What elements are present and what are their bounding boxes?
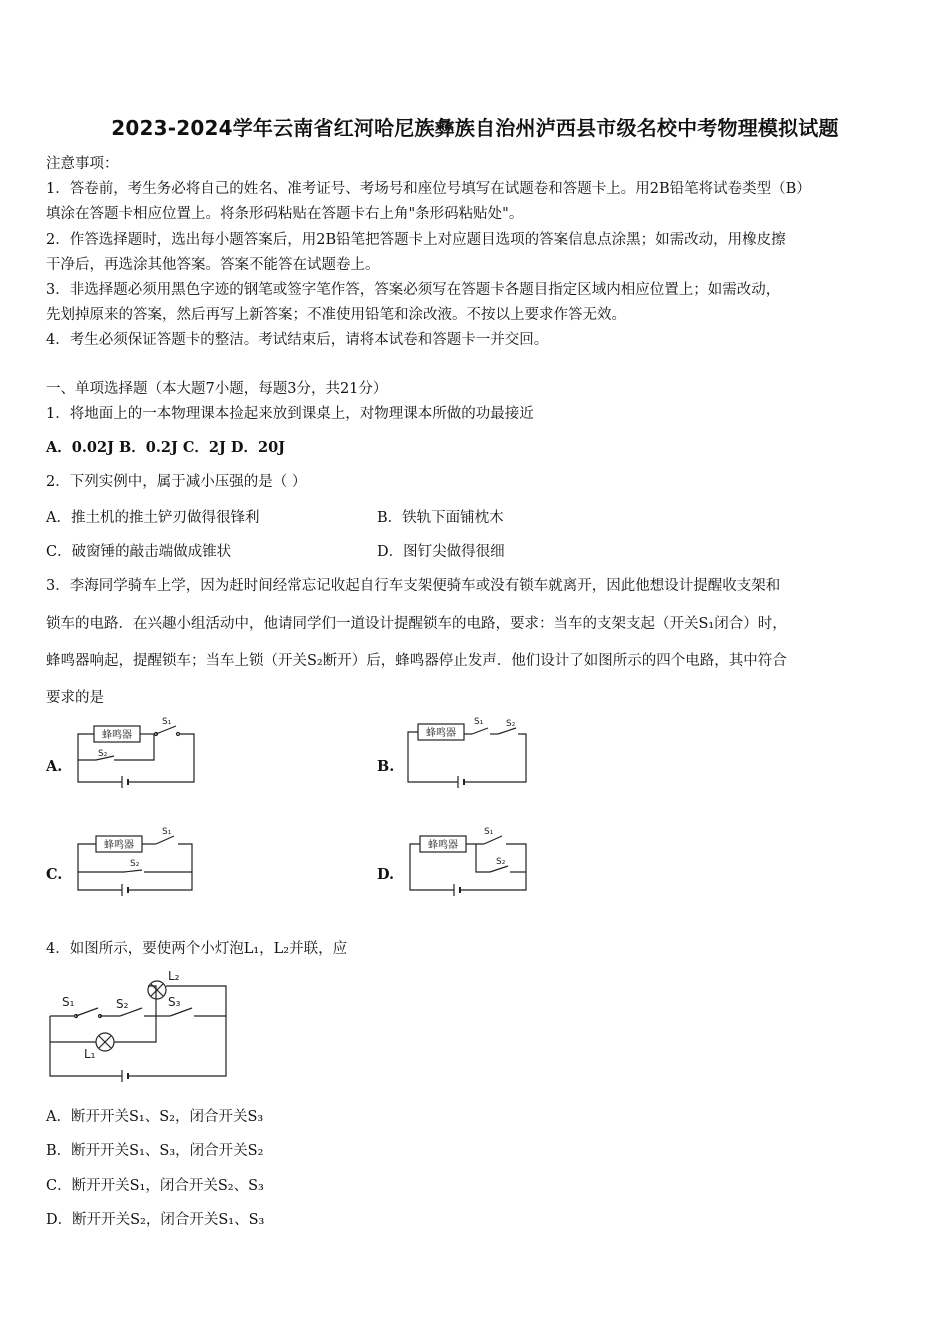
lamp-l2-label: L₂ [168, 969, 180, 983]
switch-s1-label: S₁ [474, 717, 484, 727]
buzzer-label: 蜂鸣器 [428, 840, 458, 851]
circuit-diagram-b [402, 716, 532, 786]
switch-s2-label: S₂ [116, 997, 129, 1011]
switch-s1 [484, 836, 502, 844]
circuit-diagram-a [70, 718, 200, 788]
buzzer-label: 蜂鸣器 [426, 728, 456, 739]
switch-s1-label: S₁ [484, 827, 494, 837]
section-heading: 一、单项选择题（本大题7小题，每题3分，共21分） [46, 381, 388, 397]
question-2-option-a: A．推土机的推土铲刃做得很锋利 [46, 510, 260, 526]
question-3-option-b-label: B. [377, 758, 395, 775]
switch-s1 [472, 728, 488, 734]
switch-s2 [124, 870, 142, 872]
buzzer-label: 蜂鸣器 [102, 730, 132, 741]
switch-s1 [156, 726, 176, 734]
lamp-l1-label: L₁ [84, 1047, 96, 1061]
notice-line: 先划掉原来的答案，然后再写上新答案；不准使用铅笔和涂改液。不按以上要求作答无效。 [46, 307, 626, 323]
question-2-stem: 2．下列实例中，属于减小压强的是（ ） [46, 474, 307, 490]
notice-line: 2．作答选择题时，选出每小题答案后，用2B铅笔把答题卡上对应题目选项的答案信息点涂黑；如需改动，用橡皮擦 [46, 232, 786, 248]
question-2-option-c: C．破窗锤的敲击端做成锥状 [46, 544, 232, 560]
buzzer-label: 蜂鸣器 [104, 840, 134, 851]
notice-heading: 注意事项： [46, 156, 119, 172]
switch-s1-label: S₁ [162, 827, 172, 837]
switch-s1 [156, 836, 174, 844]
switch-s3-label: S₃ [168, 995, 181, 1009]
switch-s2-label: S₂ [506, 719, 516, 729]
switch-s1-label: S₁ [62, 995, 75, 1009]
question-3-option-a-label: A. [46, 758, 63, 775]
question-4-option-d: D．断开开关S₂，闭合开关S₁、S₃ [46, 1212, 265, 1228]
exam-title: 2023-2024学年云南省红河哈尼族彝族自治州泸西县市级名校中考物理模拟试题 [111, 116, 839, 140]
notice-line: 3．非选择题必须用黑色字迹的钢笔或签字笔作答，答案必须写在答题卡各题目指定区域内相应位置上；如需改动， [46, 282, 781, 298]
question-1-options: A．0.02J B．0.2J C．2J D．20J [46, 439, 286, 456]
question-1-stem: 1．将地面上的一本物理课本捡起来放到课桌上，对物理课本所做的功最接近 [46, 406, 534, 422]
notice-line: 干净后，再选涂其他答案。答案不能答在试题卷上。 [46, 257, 380, 273]
question-2-option-b: B．铁轨下面铺枕木 [377, 510, 504, 526]
notice-line: 填涂在答题卡相应位置上。将条形码粘贴在答题卡右上角"条形码粘贴处"。 [46, 206, 524, 222]
question-2-option-d: D．图钉尖做得很细 [377, 544, 505, 560]
notice-line: 4．考生必须保证答题卡的整洁。考试结束后，请将本试卷和答题卡一并交回。 [46, 332, 549, 348]
notice-line: 1．答卷前，考生务必将自己的姓名、准考证号、考场号和座位号填写在试题卷和答题卡上。用2B铅笔将试卷类型（B） [46, 181, 811, 197]
question-3-line: 3．李海同学骑车上学，因为赶时间经常忘记收起自行车支架便骑车或没有锁车就离开，因此他想设计提醒收支架和 [46, 578, 781, 594]
switch-s2-label: S₂ [496, 857, 506, 867]
question-3-line: 锁车的电路．在兴趣小组活动中，他请同学们一道设计提醒锁车的电路，要求：当车的支架支起（开关S₁闭合）时， [46, 616, 787, 632]
circuit-diagram-d [404, 824, 534, 896]
question-4-stem: 4．如图所示，要使两个小灯泡L₁，L₂并联，应 [46, 941, 348, 957]
question-3-line: 蜂鸣器响起，提醒锁车；当车上锁（开关S₂断开）后，蜂鸣器停止发声．他们设计了如图所示的四个电路，其中符合 [46, 653, 787, 669]
switch-s1-label: S₁ [162, 717, 172, 727]
question-3-option-c-label: C. [46, 866, 63, 883]
switch-s3 [170, 1008, 192, 1016]
switch-s2-label: S₂ [130, 859, 140, 869]
switch-s1 [76, 1008, 98, 1016]
circuit-diagram-c [70, 826, 200, 896]
question-4-option-c: C．断开开关S₁，闭合开关S₂、S₃ [46, 1178, 264, 1194]
switch-s2-label: S₂ [98, 749, 108, 759]
circuit-diagram-q4 [44, 966, 234, 1084]
question-4-option-a: A．断开开关S₁、S₂，闭合开关S₃ [46, 1109, 264, 1125]
question-4-option-b: B．断开开关S₁、S₃，闭合开关S₂ [46, 1143, 264, 1159]
question-3-line: 要求的是 [46, 690, 104, 706]
question-3-option-d-label: D. [377, 866, 395, 883]
